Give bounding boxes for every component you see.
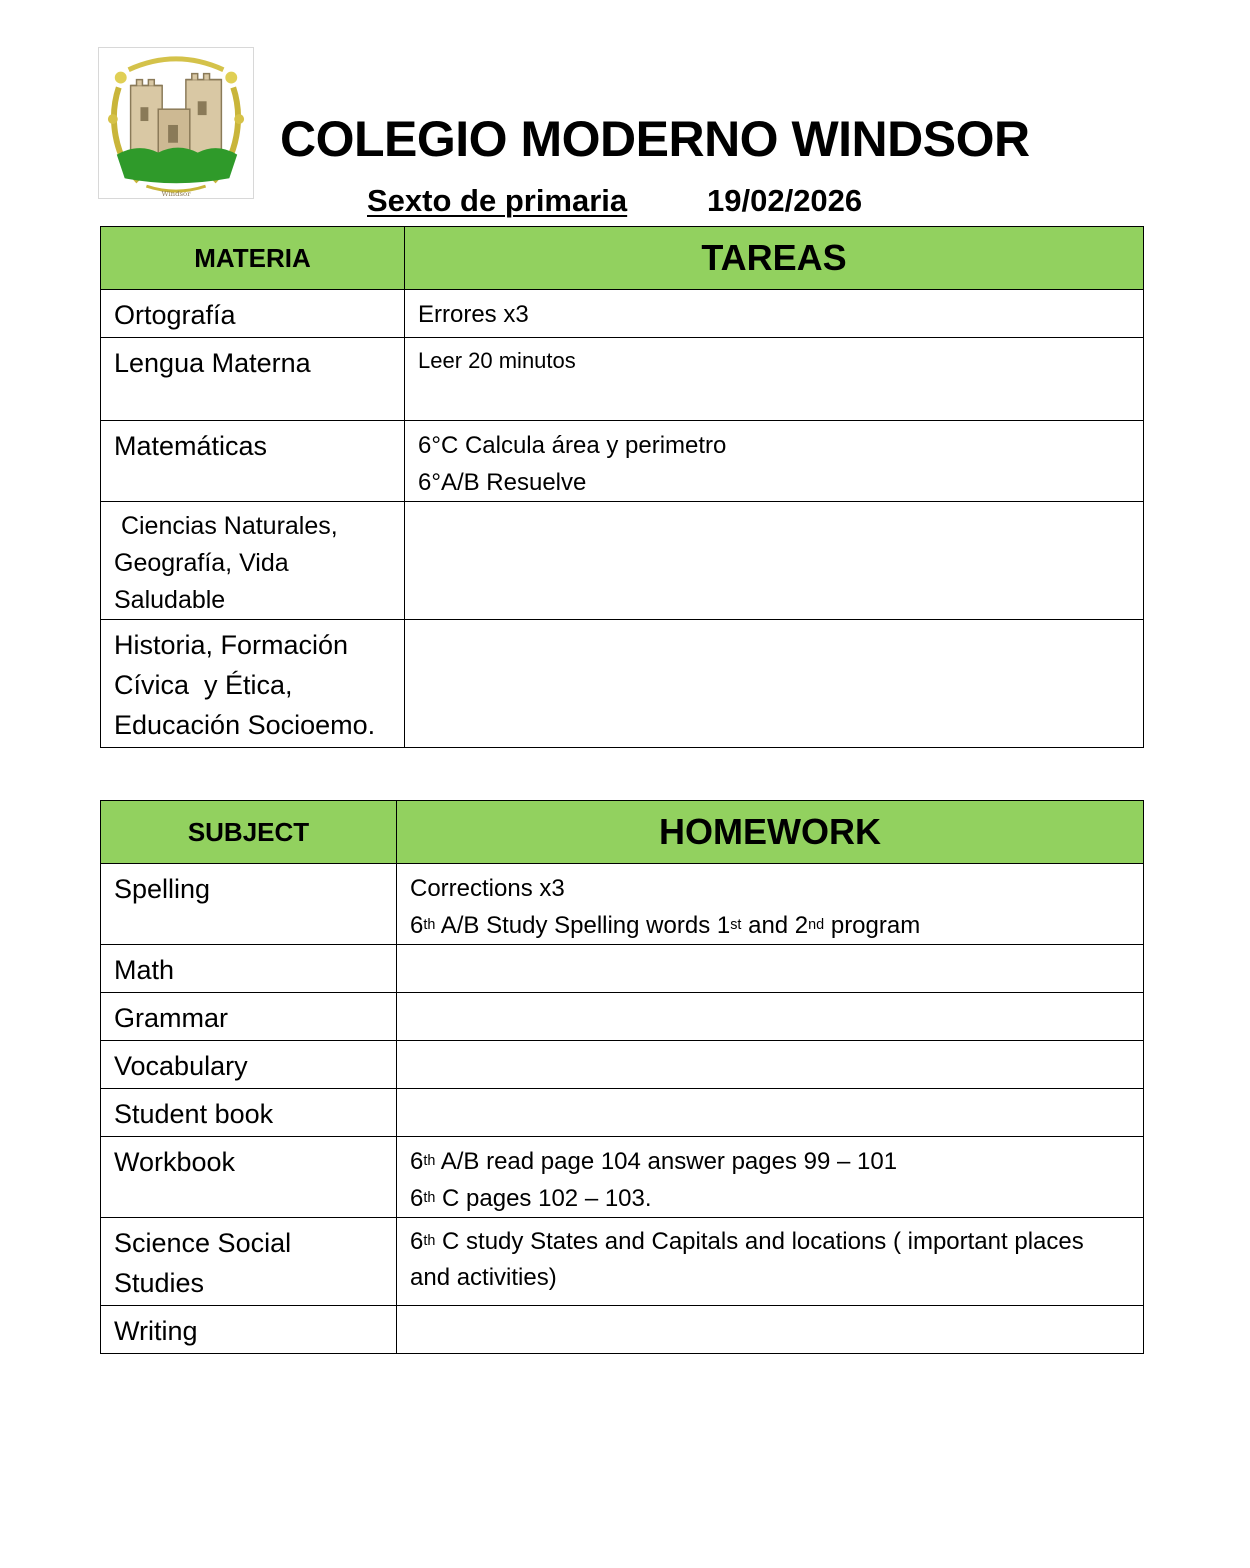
subject-cell: Workbook xyxy=(101,1137,397,1218)
col-header-tareas: TAREAS xyxy=(405,227,1144,290)
tareas-table xyxy=(100,226,1144,748)
subject-cell: Spelling xyxy=(101,864,397,945)
task-cell xyxy=(405,502,1144,620)
task-line: 6°C Calcula área y perimetro xyxy=(418,432,727,459)
homework-cell xyxy=(397,1089,1144,1137)
homework-cell xyxy=(397,1218,1144,1306)
subject-cell: Grammar xyxy=(101,993,397,1041)
table-header-row xyxy=(101,801,1144,864)
subject-cell: Ortografía xyxy=(101,290,405,338)
table-row xyxy=(101,421,1144,502)
subject-cell: Ciencias Naturales, Geografía, Vida Saludable xyxy=(101,502,405,620)
homework-line: 6th A/B read page 104 answer pages 99 – 101 xyxy=(410,1148,898,1175)
homework-line: 6th C study States and Capitals and locations ( important places and activities) xyxy=(410,1228,1084,1291)
homework-cell xyxy=(397,1306,1144,1354)
subject-cell: Lengua Materna xyxy=(101,338,405,421)
col-header-subject: SUBJECT xyxy=(101,801,397,864)
homework-cell xyxy=(397,1041,1144,1089)
table-row xyxy=(101,1137,1144,1218)
table-row xyxy=(101,1041,1144,1089)
table-row xyxy=(101,993,1144,1041)
task-line: 6°A/B Resuelve xyxy=(418,469,587,496)
task-cell xyxy=(405,620,1144,748)
task-cell xyxy=(405,421,1144,502)
table-row xyxy=(101,1218,1144,1306)
subject-cell: Matemáticas xyxy=(101,421,405,502)
svg-text:Windsor: Windsor xyxy=(161,190,191,198)
task-line: Leer 20 minutos xyxy=(418,348,576,373)
subject-cell: Historia, Formación Cívica y Ética, Educación Socioemo. xyxy=(101,620,405,748)
homework-cell xyxy=(397,1137,1144,1218)
task-cell xyxy=(405,290,1144,338)
homework-cell xyxy=(397,945,1144,993)
subject-cell: Vocabulary xyxy=(101,1041,397,1089)
col-header-homework: HOMEWORK xyxy=(397,801,1144,864)
school-logo xyxy=(98,47,254,199)
table-row xyxy=(101,338,1144,421)
homework-line: 6th C pages 102 – 103. xyxy=(410,1185,652,1212)
school-title: COLEGIO MODERNO WINDSOR xyxy=(280,111,1030,167)
subject-cell: Math xyxy=(101,945,397,993)
homework-line: 6th A/B Study Spelling words 1st and 2nd program xyxy=(410,912,921,939)
castle-crest-logo-icon xyxy=(99,48,253,198)
subject-cell: Writing xyxy=(101,1306,397,1354)
table-row xyxy=(101,1306,1144,1354)
table-row xyxy=(101,502,1144,620)
table-header-row xyxy=(101,227,1144,290)
task-line: Errores x3 xyxy=(418,301,529,328)
date-label: 19/02/2026 xyxy=(707,183,863,218)
grade-label: Sexto de primaria xyxy=(367,183,628,218)
table-row xyxy=(101,290,1144,338)
table-row xyxy=(101,620,1144,748)
homework-table xyxy=(100,800,1144,1354)
subject-cell: Science Social Studies xyxy=(101,1218,397,1306)
homework-cell xyxy=(397,993,1144,1041)
task-cell xyxy=(405,338,1144,421)
homework-cell: Corrections x3 6th A/B Study Spelling words 1st and 2nd program xyxy=(397,864,1144,945)
table-row xyxy=(101,864,1144,945)
col-header-materia: MATERIA xyxy=(101,227,405,290)
table-row xyxy=(101,945,1144,993)
table-row xyxy=(101,1089,1144,1137)
subject-cell: Student book xyxy=(101,1089,397,1137)
